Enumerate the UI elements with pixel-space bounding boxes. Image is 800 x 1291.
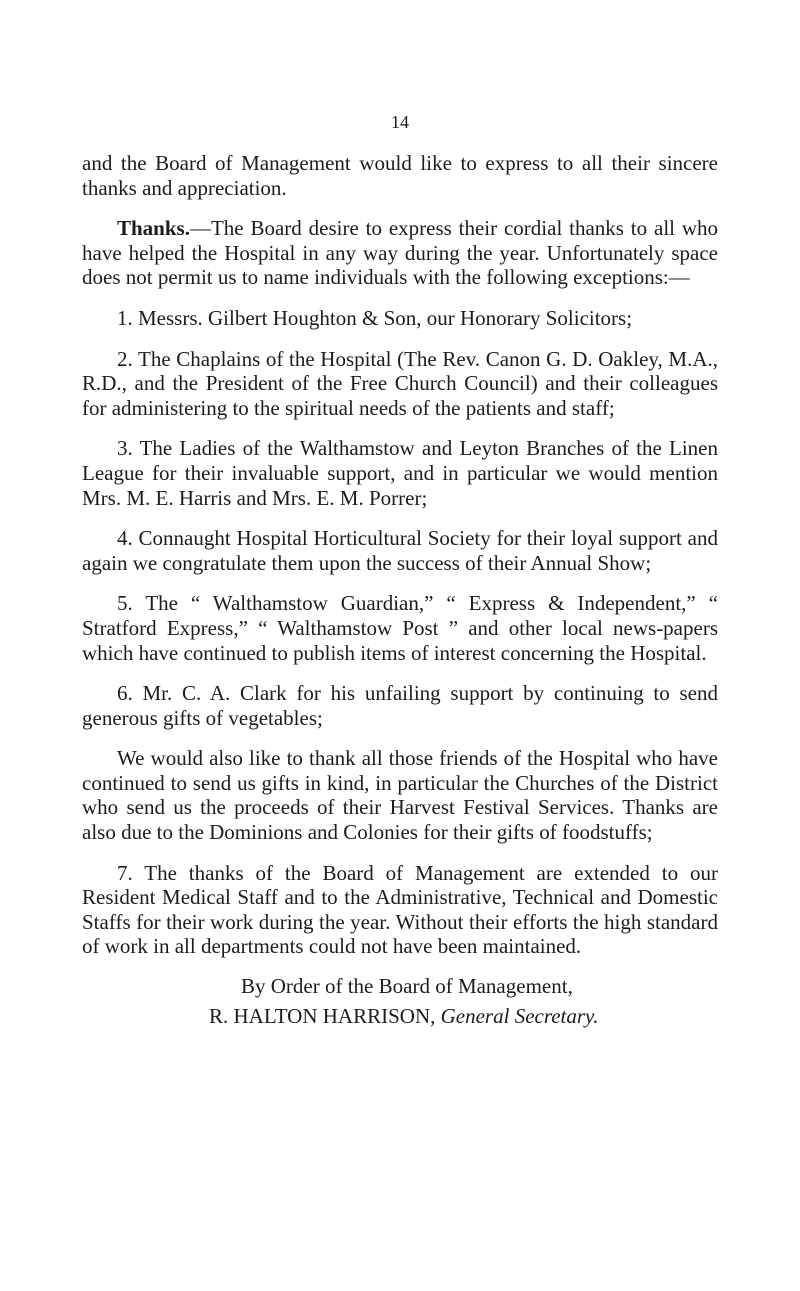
signature-block [82,974,718,1028]
also-thanks-paragraph: We would also like to thank all those friends of the Hospital who have continued to send us gifts in kind, in particular the Churches of the District who send us the proceeds of their Harvest Festival Services. Thanks are also due to the Dominions and Colonies for their gifts of foodstuffs; [82,746,718,845]
thanks-heading: Thanks. [117,216,190,241]
thanks-paragraph [82,216,718,290]
signature-name: R. HALTON HARRISON, [209,1003,436,1028]
list-item-6: 6. Mr. C. A. Clark for his unfailing support by continuing to send generous gifts of vegetables; [82,681,718,730]
list-item-5: 5. The “ Walthamstow Guardian,” “ Express & Independent,” “ Stratford Express,” “ Walthamstow Post ” and other local news-papers which have continued to publish items of interest concerning the Hospital. [82,591,718,665]
list-item-2: 2. The Chaplains of the Hospital (The Rev. Canon G. D. Oakley, M.A., R.D., and the President of the Free Church Council) and their colleagues for administering to the spiritual needs of the patients and staff; [82,346,718,420]
list-item-3: 3. The Ladies of the Walthamstow and Leyton Branches of the Linen League for their invaluable support, and in particular we would mention Mrs. M. E. Harris and Mrs. E. M. Porrer; [82,436,718,510]
intro-paragraph: and the Board of Management would like to express to all their sincere thanks and appreciation. [82,151,718,200]
signature-name-line [82,1004,718,1029]
document-body [82,108,718,1028]
list-item-4: 4. Connaught Hospital Horticultural Society for their loyal support and again we congratulate them upon the success of their Annual Show; [82,526,718,575]
list-item-7: 7. The thanks of the Board of Management are extended to our Resident Medical Staff and to the Administrative, Technical and Domestic Staffs for their work during the year. Without their efforts the high standard of work in all departments could not have been maintained. [82,860,718,959]
signature-title: General Secretary. [440,1003,599,1028]
signature-order-line: By Order of the Board of Management, [241,974,573,999]
page-number: 14 [391,112,409,132]
thanks-text: —The Board desire to express their cordial thanks to all who have helped the Hospital in any way during the year. Unfortunately space does not permit us to name individuals with the following exceptions:— [82,216,718,290]
list-item-1: 1. Messrs. Gilbert Houghton & Son, our Honorary Solicitors; [117,305,633,330]
